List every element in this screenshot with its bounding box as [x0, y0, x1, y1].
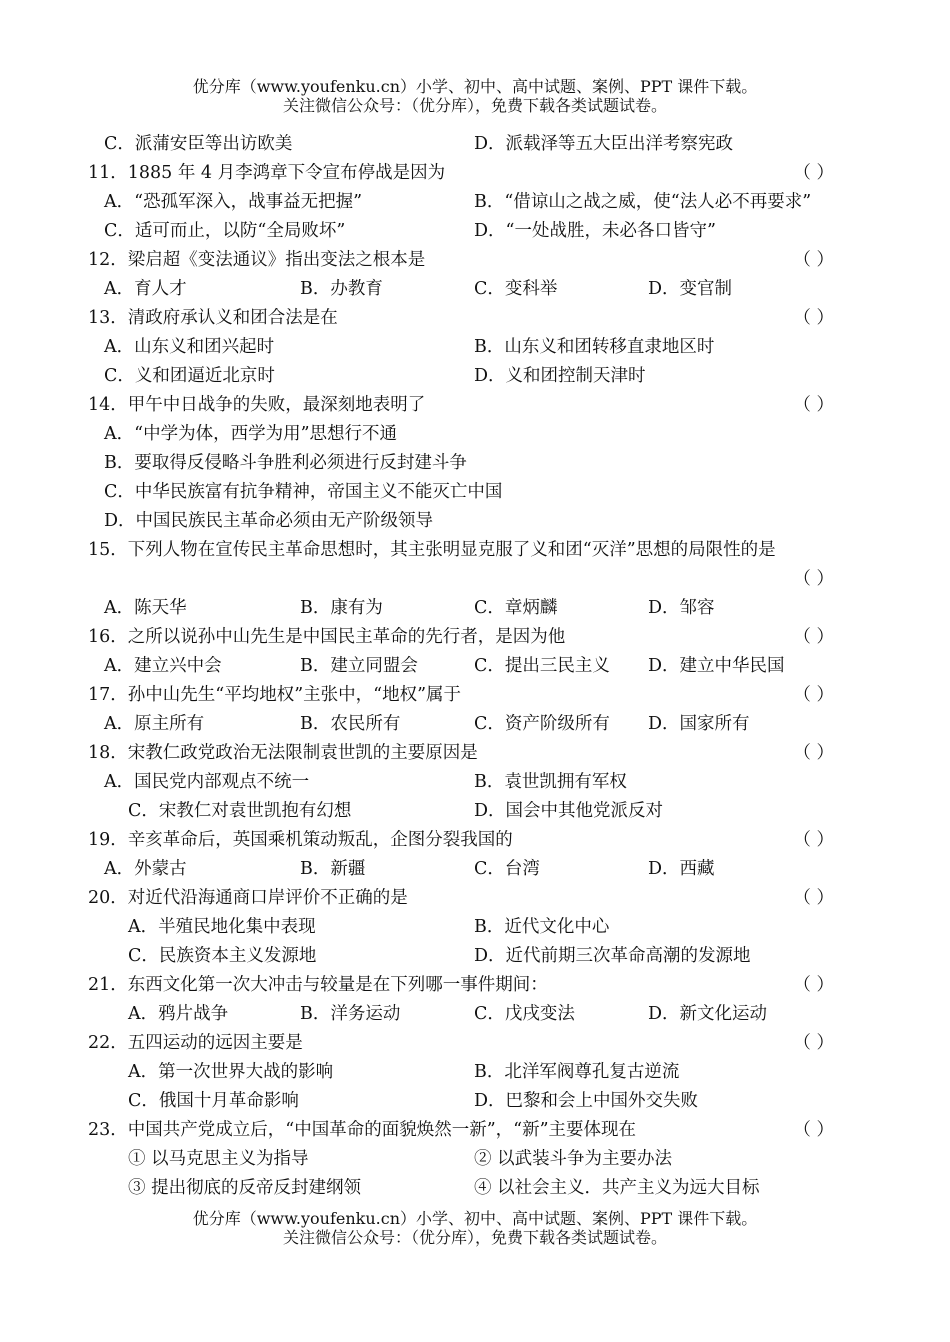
q22-stem	[88, 1029, 848, 1058]
q14-option-b-row	[88, 449, 848, 478]
footer-line-2: 关注微信公众号：（优分库），免费下载各类试题试卷。	[282, 1228, 667, 1247]
q17-stem-text: 17．孙中山先生“平均地权”主张中，“地权”属于	[88, 685, 462, 705]
q22-option-d: D．巴黎和会上中国外交失败	[474, 1091, 699, 1111]
q15-options	[88, 594, 848, 623]
footer-line-1: 优分库（www.youfenku.cn）小学、初中、高中试题、案例、PPT 课件下载。	[192, 1209, 758, 1228]
q20-option-d: D．近代前期三次革命高潮的发源地	[474, 946, 751, 966]
q14-option-c-row	[88, 478, 848, 507]
q15-stem-text: 15．下列人物在宣传民主革命思想时，其主张明显克服了义和团“灭洋”思想的局限性的是	[88, 540, 776, 560]
q19-option-c: C．台湾	[474, 859, 540, 879]
q12-option-a: A．育人才	[104, 279, 187, 299]
q19-option-b: B．新疆	[300, 859, 366, 879]
q16-option-a: A．建立兴中会	[104, 656, 222, 676]
q20-stem	[88, 884, 848, 913]
q16-options	[88, 652, 848, 681]
q18-option-c: C．宋教仁对袁世凯抱有幻想	[128, 801, 352, 821]
q14-answer-blank: （ ）	[793, 395, 834, 415]
q20-options-cd	[88, 942, 848, 971]
q10-options-cd	[88, 130, 848, 159]
q13-option-b: B．山东义和团转移直隶地区时	[474, 337, 715, 357]
q21-option-c: C．戊戌变法	[474, 1004, 575, 1024]
q12-options	[88, 275, 848, 304]
q20-option-a: A．半殖民地化集中表现	[128, 917, 316, 937]
q23-stem-text: 23．中国共产党成立后，“中国革命的面貌焕然一新”，“新”主要体现在	[88, 1120, 637, 1140]
q13-options-cd	[88, 362, 848, 391]
q19-stem	[88, 826, 848, 855]
q17-option-d: D．国家所有	[648, 714, 750, 734]
q20-options-ab	[88, 913, 848, 942]
q23-answer-blank: （ ）	[793, 1120, 834, 1140]
q19-options	[88, 855, 848, 884]
page-footer	[0, 1209, 950, 1247]
q15-option-d: D．邹容	[648, 598, 715, 618]
q23-statements-12	[88, 1145, 848, 1174]
q21-option-d: D．新文化运动	[648, 1004, 768, 1024]
q19-stem-text: 19．辛亥革命后，英国乘机策动叛乱，企图分裂我国的	[88, 830, 513, 850]
q13-option-d: D．义和团控制天津时	[474, 366, 646, 386]
q13-option-c: C．义和团逼近北京时	[104, 366, 275, 386]
q12-stem	[88, 246, 848, 275]
q11-option-d: D．“一处战胜，未必各口皆守”	[474, 221, 716, 241]
q18-stem	[88, 739, 848, 768]
q16-answer-blank: （ ）	[793, 627, 834, 647]
q18-option-b: B．袁世凯拥有军权	[474, 772, 627, 792]
q17-option-a: A．原主所有	[104, 714, 205, 734]
header-line-1: 优分库（www.youfenku.cn）小学、初中、高中试题、案例、PPT 课件下载。	[192, 77, 758, 96]
question-list	[88, 130, 848, 1203]
q21-answer-blank: （ ）	[793, 975, 834, 995]
q18-options-cd	[88, 797, 848, 826]
q12-option-d: D．变官制	[648, 279, 733, 299]
q22-option-c: C．俄国十月革命影响	[128, 1091, 299, 1111]
q18-option-a: A．国民党内部观点不统一	[104, 772, 310, 792]
q11-stem-text: 11．1885 年 4 月李鸿章下令宣布停战是因为	[88, 163, 446, 183]
q19-answer-blank: （ ）	[793, 830, 834, 850]
q19-option-d: D．西藏	[648, 859, 715, 879]
q10-option-c: C．派蒲安臣等出访欧美	[104, 134, 293, 154]
q13-answer-blank: （ ）	[793, 308, 834, 328]
q11-option-b: B．“借谅山之战之威，使“法人必不再要求”	[474, 192, 812, 212]
page-header	[0, 77, 950, 115]
q22-answer-blank: （ ）	[793, 1033, 834, 1053]
q18-stem-text: 18．宋教仁政党政治无法限制袁世凯的主要原因是	[88, 743, 478, 763]
q23-statements-34	[88, 1174, 848, 1203]
q14-stem	[88, 391, 848, 420]
q21-option-a: A．鸦片战争	[128, 1004, 229, 1024]
q17-answer-blank: （ ）	[793, 685, 834, 705]
q16-stem	[88, 623, 848, 652]
q17-option-b: B．农民所有	[300, 714, 401, 734]
q14-option-a: A．“中学为体，西学为用”思想行不通	[104, 424, 398, 444]
q14-option-d: D．中国民族民主革命必须由无产阶级领导	[104, 511, 434, 531]
q13-options-ab	[88, 333, 848, 362]
q14-option-c: C．中华民族富有抗争精神，帝国主义不能灭亡中国	[104, 482, 503, 502]
q11-option-c: C．适可而止，以防“全局败坏”	[104, 221, 346, 241]
q15-blank-row	[88, 565, 848, 594]
q23-stem	[88, 1116, 848, 1145]
q16-option-d: D．建立中华民国	[648, 656, 785, 676]
q10-option-d: D．派载泽等五大臣出洋考察宪政	[474, 134, 734, 154]
q22-option-a: A．第一次世界大战的影响	[128, 1062, 334, 1082]
q16-stem-text: 16．之所以说孙中山先生是中国民主革命的先行者，是因为他	[88, 627, 566, 647]
q18-answer-blank: （ ）	[793, 743, 834, 763]
q17-stem	[88, 681, 848, 710]
q23-statement-4: ④ 以社会主义．共产主义为远大目标	[474, 1178, 760, 1198]
q11-stem	[88, 159, 848, 188]
q14-option-d-row	[88, 507, 848, 536]
q22-stem-text: 22．五四运动的远因主要是	[88, 1033, 303, 1053]
q14-option-a-row	[88, 420, 848, 449]
q22-options-ab	[88, 1058, 848, 1087]
q21-stem-text: 21．东西文化第一次大冲击与较量是在下列哪一事件期间：	[88, 975, 548, 995]
q20-option-c: C．民族资本主义发源地	[128, 946, 317, 966]
q11-options-ab	[88, 188, 848, 217]
q13-stem	[88, 304, 848, 333]
q13-stem-text: 13．清政府承认义和团合法是在	[88, 308, 338, 328]
q12-option-b: B．办教育	[300, 279, 383, 299]
q20-option-b: B．近代文化中心	[474, 917, 610, 937]
q21-options	[88, 1000, 848, 1029]
q14-option-b: B．要取得反侵略斗争胜利必须进行反封建斗争	[104, 453, 467, 473]
q18-option-d: D．国会中其他党派反对	[474, 801, 664, 821]
q19-option-a: A．外蒙古	[104, 859, 187, 879]
q22-option-b: B．北洋军阀尊孔复古逆流	[474, 1062, 680, 1082]
q20-stem-text: 20．对近代沿海通商口岸评价不正确的是	[88, 888, 408, 908]
q15-stem	[88, 536, 848, 565]
q16-option-c: C．提出三民主义	[474, 656, 610, 676]
q13-option-a: A．山东义和团兴起时	[104, 337, 275, 357]
q17-options	[88, 710, 848, 739]
q23-statement-3: ③ 提出彻底的反帝反封建纲领	[128, 1178, 362, 1198]
q23-statement-2: ② 以武装斗争为主要办法	[474, 1149, 673, 1169]
q20-answer-blank: （ ）	[793, 888, 834, 908]
q12-option-c: C．变科举	[474, 279, 558, 299]
q21-option-b: B．洋务运动	[300, 1004, 401, 1024]
header-line-2: 关注微信公众号：（优分库），免费下载各类试题试卷。	[282, 96, 667, 115]
q11-option-a: A．“恐孤军深入，战事益无把握”	[104, 192, 363, 212]
q12-stem-text: 12．梁启超《变法通议》指出变法之根本是	[88, 250, 426, 270]
q15-answer-blank: （ ）	[793, 569, 834, 589]
q22-options-cd	[88, 1087, 848, 1116]
q14-stem-text: 14．甲午中日战争的失败，最深刻地表明了	[88, 395, 426, 415]
q11-options-cd	[88, 217, 848, 246]
q17-option-c: C．资产阶级所有	[474, 714, 610, 734]
q23-statement-1: ① 以马克思主义为指导	[128, 1149, 309, 1169]
q15-option-c: C．章炳麟	[474, 598, 558, 618]
q15-option-a: A．陈天华	[104, 598, 187, 618]
q21-stem	[88, 971, 848, 1000]
q16-option-b: B．建立同盟会	[300, 656, 418, 676]
q18-options-ab	[88, 768, 848, 797]
q12-answer-blank: （ ）	[793, 250, 834, 270]
q11-answer-blank: （ ）	[793, 163, 834, 183]
q15-option-b: B．康有为	[300, 598, 383, 618]
